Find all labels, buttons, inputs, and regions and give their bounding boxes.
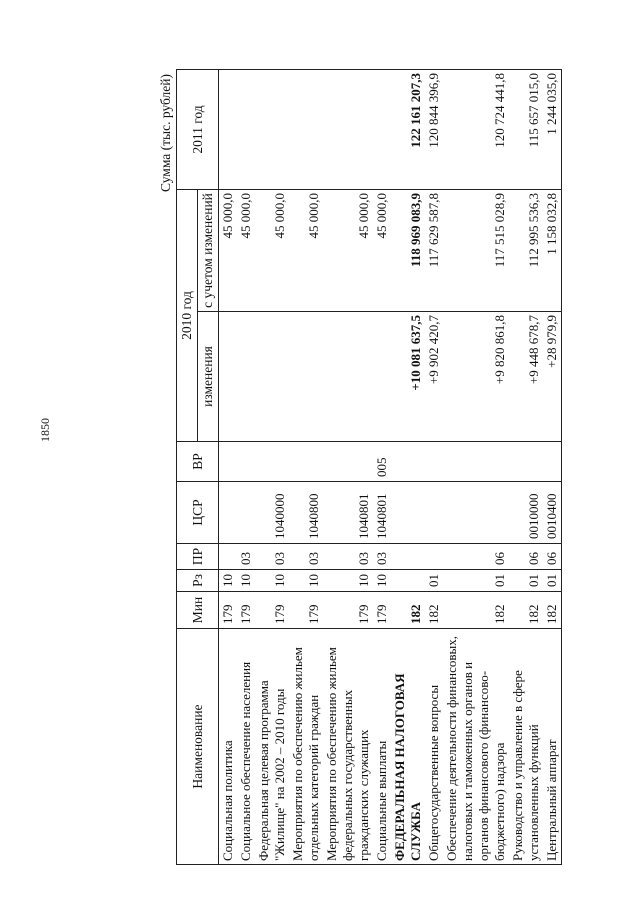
cell-pr: 03 [289, 544, 323, 570]
cell-vr [237, 442, 255, 482]
table-row [255, 70, 289, 865]
cell-rz: 10 [219, 570, 238, 592]
cell-csr [425, 482, 443, 544]
cell-csr [219, 482, 238, 544]
cell-changes: +9 820 861,8 [443, 312, 509, 442]
cell-csr [237, 482, 255, 544]
cell-rz: 10 [237, 570, 255, 592]
table-row [373, 70, 391, 865]
cell-changes [237, 312, 255, 442]
cell-pr: 06 [443, 544, 509, 570]
table-row [237, 70, 255, 865]
table-row [323, 70, 373, 865]
cell-with-changes: 45 000,0 [373, 190, 391, 312]
cell-changes [219, 312, 238, 442]
table-row [289, 70, 323, 865]
cell-with-changes: 45 000,0 [323, 190, 373, 312]
cell-rz: 01 [443, 570, 509, 592]
cell-csr: 1040000 [255, 482, 289, 544]
cell-rz: 10 [289, 570, 323, 592]
budget-table-sheet [150, 70, 572, 865]
cell-csr: 1040801 [323, 482, 373, 544]
cell-rz: 10 [373, 570, 391, 592]
cell-csr: 0010400 [543, 482, 562, 544]
cell-pr: 03 [255, 544, 289, 570]
cell-name: Социальные выплаты [373, 629, 391, 865]
cell-name: Обеспечение деятельности финансовых, налоговых и таможенных органов и органов финансового (финансово-бюджетного) надзора [443, 629, 509, 865]
cell-csr [443, 482, 509, 544]
cell-vr [323, 442, 373, 482]
cell-min: 182 [543, 592, 562, 629]
cell-with-changes: 112 995 536,3 [509, 190, 543, 312]
cell-min: 179 [255, 592, 289, 629]
cell-vr [543, 442, 562, 482]
cell-csr: 0010000 [509, 482, 543, 544]
cell-with-changes: 118 969 083,9 [391, 190, 425, 312]
table-body [219, 70, 562, 865]
cell-vr [509, 442, 543, 482]
cell-min: 179 [237, 592, 255, 629]
cell-2011 [289, 70, 323, 190]
table-row [425, 70, 443, 865]
header-changes: изменения [198, 312, 219, 442]
cell-min: 182 [425, 592, 443, 629]
cell-2011 [219, 70, 238, 190]
cell-vr [289, 442, 323, 482]
cell-rz: 01 [543, 570, 562, 592]
cell-with-changes: 45 000,0 [289, 190, 323, 312]
table-row [509, 70, 543, 865]
header-row-1 [177, 70, 198, 865]
cell-2011: 120 844 396,9 [425, 70, 443, 190]
cell-vr [425, 442, 443, 482]
cell-with-changes: 45 000,0 [219, 190, 238, 312]
cell-2011: 120 724 441,8 [443, 70, 509, 190]
cell-2011 [237, 70, 255, 190]
cell-pr: 03 [373, 544, 391, 570]
cell-name: Руководство и управление в сфере установленных функций [509, 629, 543, 865]
cell-rz: 01 [509, 570, 543, 592]
cell-min: 182 [443, 592, 509, 629]
cell-rz: 10 [323, 570, 373, 592]
cell-2011: 1 244 035,0 [543, 70, 562, 190]
cell-changes [323, 312, 373, 442]
table-row [443, 70, 509, 865]
cell-changes: +9 902 420,7 [425, 312, 443, 442]
budget-table [176, 69, 562, 865]
cell-pr: 03 [323, 544, 373, 570]
cell-with-changes: 45 000,0 [255, 190, 289, 312]
cell-min: 179 [373, 592, 391, 629]
cell-min: 182 [391, 592, 425, 629]
cell-min: 179 [323, 592, 373, 629]
cell-vr: 005 [373, 442, 391, 482]
table-row [391, 70, 425, 865]
cell-name: Центральный аппарат [543, 629, 562, 865]
cell-csr: 1040801 [373, 482, 391, 544]
cell-pr: 03 [237, 544, 255, 570]
cell-2011 [373, 70, 391, 190]
cell-changes: +10 081 637,5 [391, 312, 425, 442]
cell-min: 179 [219, 592, 238, 629]
header-name: Наименование [177, 629, 219, 865]
cell-rz [391, 570, 425, 592]
header-with-changes: с учетом изменений [198, 190, 219, 312]
cell-vr [255, 442, 289, 482]
units-caption: Сумма (тыс. рублей) [158, 74, 173, 192]
cell-2011 [255, 70, 289, 190]
cell-with-changes: 45 000,0 [237, 190, 255, 312]
cell-pr: 06 [509, 544, 543, 570]
cell-name: Мероприятия по обеспечению жильем отдельных категорий граждан [289, 629, 323, 865]
cell-name: Социальное обеспечение населения [237, 629, 255, 865]
cell-changes: +9 448 678,7 [509, 312, 543, 442]
cell-with-changes: 117 515 028,9 [443, 190, 509, 312]
table-row [219, 70, 238, 865]
header-pr: ПР [177, 544, 219, 570]
cell-pr [391, 544, 425, 570]
header-min: Мин [177, 592, 219, 629]
cell-name: Мероприятия по обеспечению жильем федеральных государственных гражданских служащих [323, 629, 373, 865]
cell-name: ФЕДЕРАЛЬНАЯ НАЛОГОВАЯ СЛУЖБА [391, 629, 425, 865]
header-year-2011: 2011 год [177, 70, 219, 190]
cell-pr: 06 [543, 544, 562, 570]
cell-name: Федеральная целевая программа "Жилище" на 2002 – 2010 годы [255, 629, 289, 865]
cell-changes [255, 312, 289, 442]
cell-min: 179 [289, 592, 323, 629]
cell-name: Социальная политика [219, 629, 238, 865]
page-number: 1850 [38, 418, 52, 442]
cell-vr [443, 442, 509, 482]
header-csr: ЦСР [177, 482, 219, 544]
table-row [543, 70, 562, 865]
cell-changes [373, 312, 391, 442]
header-year-2010: 2010 год [177, 190, 198, 442]
cell-2011: 122 161 207,3 [391, 70, 425, 190]
cell-vr [219, 442, 238, 482]
cell-2011 [323, 70, 373, 190]
cell-name: Общегосударственные вопросы [425, 629, 443, 865]
cell-with-changes: 1 158 032,8 [543, 190, 562, 312]
cell-csr [391, 482, 425, 544]
cell-pr [219, 544, 238, 570]
header-vr: ВР [177, 442, 219, 482]
cell-changes: +28 979,9 [543, 312, 562, 442]
cell-with-changes: 117 629 587,8 [425, 190, 443, 312]
cell-2011: 115 657 015,0 [509, 70, 543, 190]
cell-changes [289, 312, 323, 442]
cell-pr [425, 544, 443, 570]
cell-rz: 10 [255, 570, 289, 592]
cell-csr: 1040800 [289, 482, 323, 544]
cell-rz: 01 [425, 570, 443, 592]
cell-vr [391, 442, 425, 482]
cell-min: 182 [509, 592, 543, 629]
header-rz: Рз [177, 570, 219, 592]
